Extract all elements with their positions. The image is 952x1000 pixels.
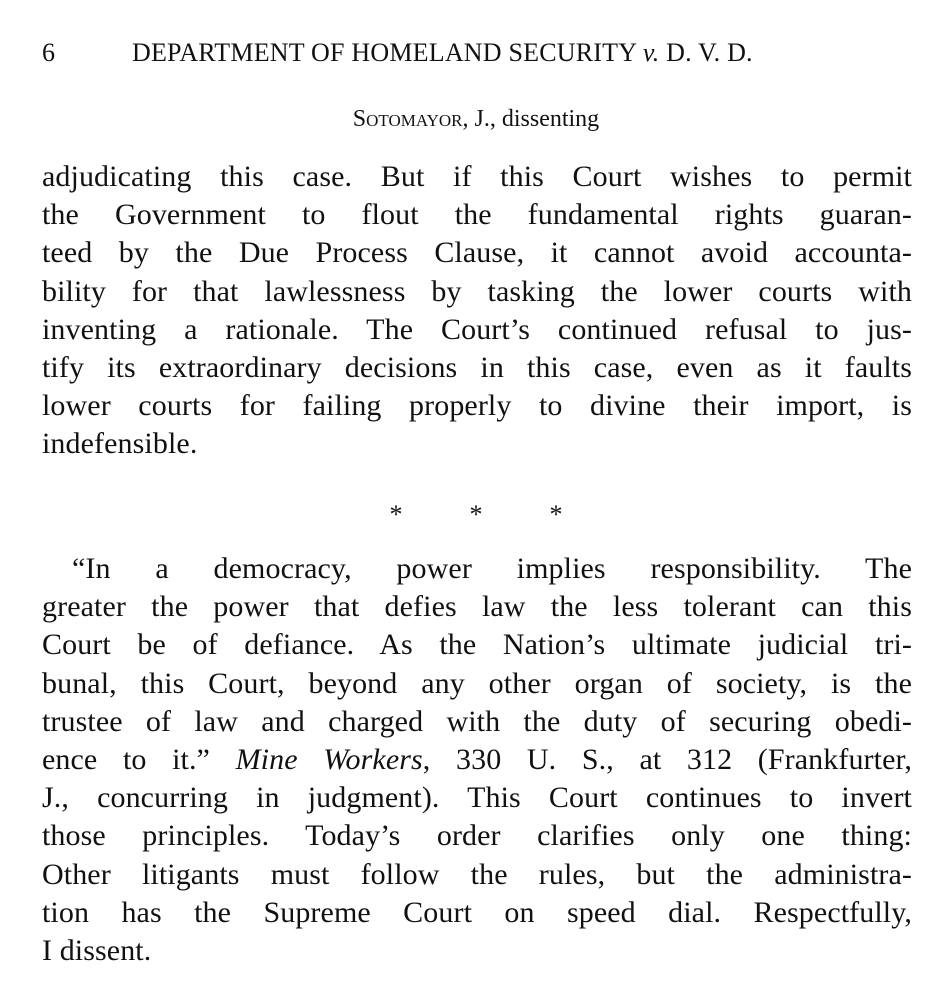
paragraph-2-line: I dissent. bbox=[42, 934, 152, 968]
paragraph-2-line: trustee of law and charged with the duty of securing obedi- bbox=[42, 704, 912, 738]
separator-star: * bbox=[549, 500, 563, 529]
paragraph-1-line: the Government to flout the fundamental rights guaran- bbox=[42, 198, 912, 232]
case-title-versus: v. bbox=[642, 38, 660, 67]
separator-star: * bbox=[469, 500, 483, 529]
paragraph-1-line: adjudicating this case. But if this Court wishes to permit bbox=[42, 160, 912, 193]
paragraph-2-line: Other litigants must follow the rules, but the administra- bbox=[42, 857, 912, 891]
running-header bbox=[42, 36, 912, 70]
paragraph-1 bbox=[42, 158, 912, 464]
paragraph-2-line: greater the power that defies law the less tolerant can this bbox=[42, 590, 912, 624]
paragraph-2-line: “In a democracy, power implies responsibility. The bbox=[72, 552, 912, 585]
paragraph-2 bbox=[42, 550, 912, 970]
case-title bbox=[132, 36, 753, 70]
section-separator bbox=[0, 500, 952, 530]
opinion-label bbox=[0, 104, 952, 134]
case-citation: Mine Workers bbox=[235, 743, 423, 777]
paragraph-1-line: lower courts for failing properly to divine their import, is bbox=[42, 389, 912, 423]
case-title-right: D. V. D. bbox=[666, 38, 753, 67]
paragraph-1-line: bility for that lawlessness by tasking the lower courts with bbox=[42, 274, 912, 308]
paragraph-2-line: J., concurring in judgment). This Court continues to invert bbox=[42, 781, 912, 815]
paragraph-2-line: bunal, this Court, beyond any other organ of society, is the bbox=[42, 666, 912, 700]
separator-star: * bbox=[389, 500, 403, 529]
opinion-suffix: , J., dissenting bbox=[462, 106, 600, 132]
paragraph-1-line: tify its extraordinary decisions in this case, even as it faults bbox=[42, 351, 912, 385]
page-number: 6 bbox=[42, 38, 55, 67]
paragraph-2-line: Court be of defiance. As the Nation’s ultimate judicial tri- bbox=[42, 628, 912, 662]
citation-lead: ence to it.” bbox=[42, 743, 236, 777]
citation-tail: , 330 U. S., at 312 (Frankfurter, bbox=[422, 743, 912, 777]
paragraph-1-line: teed by the Due Process Clause, it cannot avoid accounta- bbox=[42, 236, 912, 270]
paragraph-1-line: indefensible. bbox=[42, 427, 198, 461]
paragraph-2-line: those principles. Today’s order clarifies only one thing: bbox=[42, 819, 912, 853]
paragraph-1-line: inventing a rationale. The Court’s continued refusal to jus- bbox=[42, 312, 912, 346]
case-title-left: DEPARTMENT OF HOMELAND SECURITY bbox=[132, 38, 637, 67]
paragraph-2-line bbox=[42, 741, 912, 779]
opinion-author: Sotomayor bbox=[352, 106, 463, 132]
paragraph-2-line: tion has the Supreme Court on speed dial. Respectfully, bbox=[42, 895, 912, 929]
